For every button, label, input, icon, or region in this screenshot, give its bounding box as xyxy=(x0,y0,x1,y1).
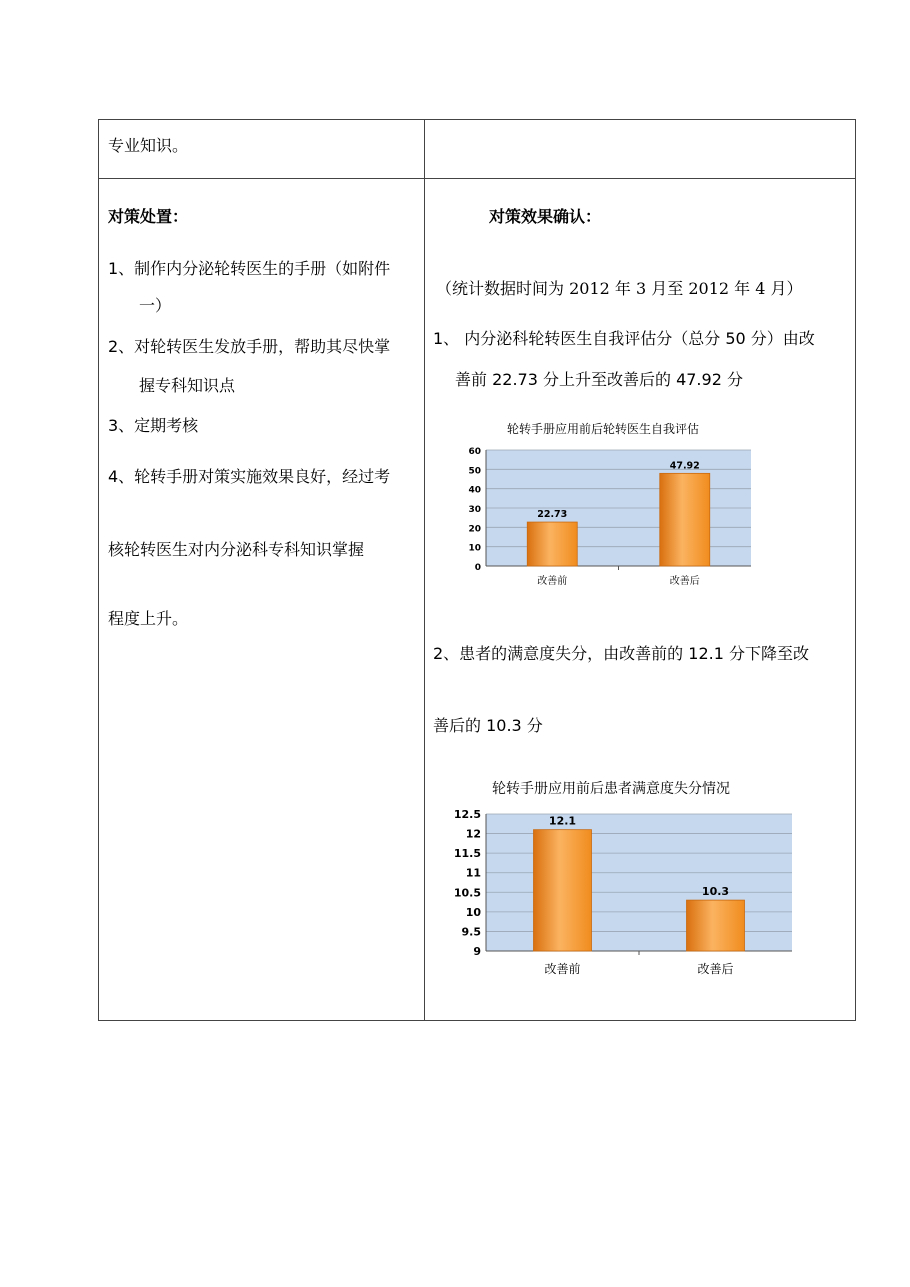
bar xyxy=(527,522,577,566)
left-top-cell-text: 专业知识。 xyxy=(108,136,189,155)
left-item-4a: 4、轮转手册对策实施效果良好，经过考 xyxy=(108,467,391,486)
x-category-label: 改善后 xyxy=(697,962,734,976)
plot-area xyxy=(486,814,792,951)
y-tick-label: 9 xyxy=(473,945,481,958)
bar xyxy=(660,473,710,566)
bar xyxy=(534,830,592,951)
data-label: 22.73 xyxy=(537,509,568,521)
y-tick-label: 10 xyxy=(468,543,481,554)
chart2-title: 轮转手册应用前后患者满意度失分情况 xyxy=(492,781,730,797)
y-tick-label: 50 xyxy=(468,466,481,477)
x-category-label: 改善前 xyxy=(537,576,568,587)
left-item-1b: 一） xyxy=(139,296,172,315)
chart1-title: 轮转手册应用前后轮转医生自我评估 xyxy=(507,422,700,436)
left-heading: 对策处置： xyxy=(108,207,189,226)
left-item-1a: 1、制作内分泌轮转医生的手册（如附件 xyxy=(108,259,391,278)
y-tick-label: 10 xyxy=(465,905,481,919)
point2-line2: 善后的 10.3 分 xyxy=(433,716,543,735)
y-tick-label: 20 xyxy=(468,524,481,535)
data-label: 47.92 xyxy=(669,460,700,472)
left-item-4b: 核轮转医生对内分泌科专科知识掌握 xyxy=(108,540,365,559)
point1-line1: 1、 内分泌科轮转医生自我评估分（总分 50 分）由改 xyxy=(433,329,815,348)
y-tick-label: 11.5 xyxy=(453,847,481,861)
data-label: 10.3 xyxy=(701,885,730,899)
x-category-label: 改善前 xyxy=(544,962,581,976)
x-category-label: 改善后 xyxy=(669,576,700,587)
left-item-3: 3、定期考核 xyxy=(108,416,199,435)
y-tick-label: 10.5 xyxy=(453,886,481,900)
y-tick-label: 12.5 xyxy=(453,808,481,821)
data-label: 12.1 xyxy=(548,814,577,828)
statistics-period: （统计数据时间为 2012 年 3 月至 2012 年 4 月） xyxy=(436,279,803,298)
row-divider xyxy=(99,178,855,179)
left-item-4c: 程度上升。 xyxy=(108,609,189,628)
y-tick-label: 40 xyxy=(468,485,481,496)
y-tick-label: 9.5 xyxy=(461,925,481,939)
left-item-2b: 握专科知识点 xyxy=(139,376,236,395)
y-tick-label: 60 xyxy=(468,447,481,457)
right-heading: 对策效果确认： xyxy=(489,207,602,226)
main-table xyxy=(98,119,856,1021)
bar xyxy=(687,900,745,951)
chart2-svg xyxy=(449,804,809,984)
y-tick-label: 12 xyxy=(465,827,481,841)
point1-line2: 善前 22.73 分上升至改善后的 47.92 分 xyxy=(455,370,743,389)
column-divider xyxy=(424,120,425,1020)
chart1-svg xyxy=(449,440,759,590)
point2-line1: 2、患者的满意度失分，由改善前的 12.1 分下降至改 xyxy=(433,644,809,663)
y-tick-label: 30 xyxy=(468,505,481,515)
y-tick-label: 0 xyxy=(474,563,481,573)
left-item-2a: 2、对轮转医生发放手册，帮助其尽快掌 xyxy=(108,337,391,356)
y-tick-label: 11 xyxy=(465,866,481,880)
